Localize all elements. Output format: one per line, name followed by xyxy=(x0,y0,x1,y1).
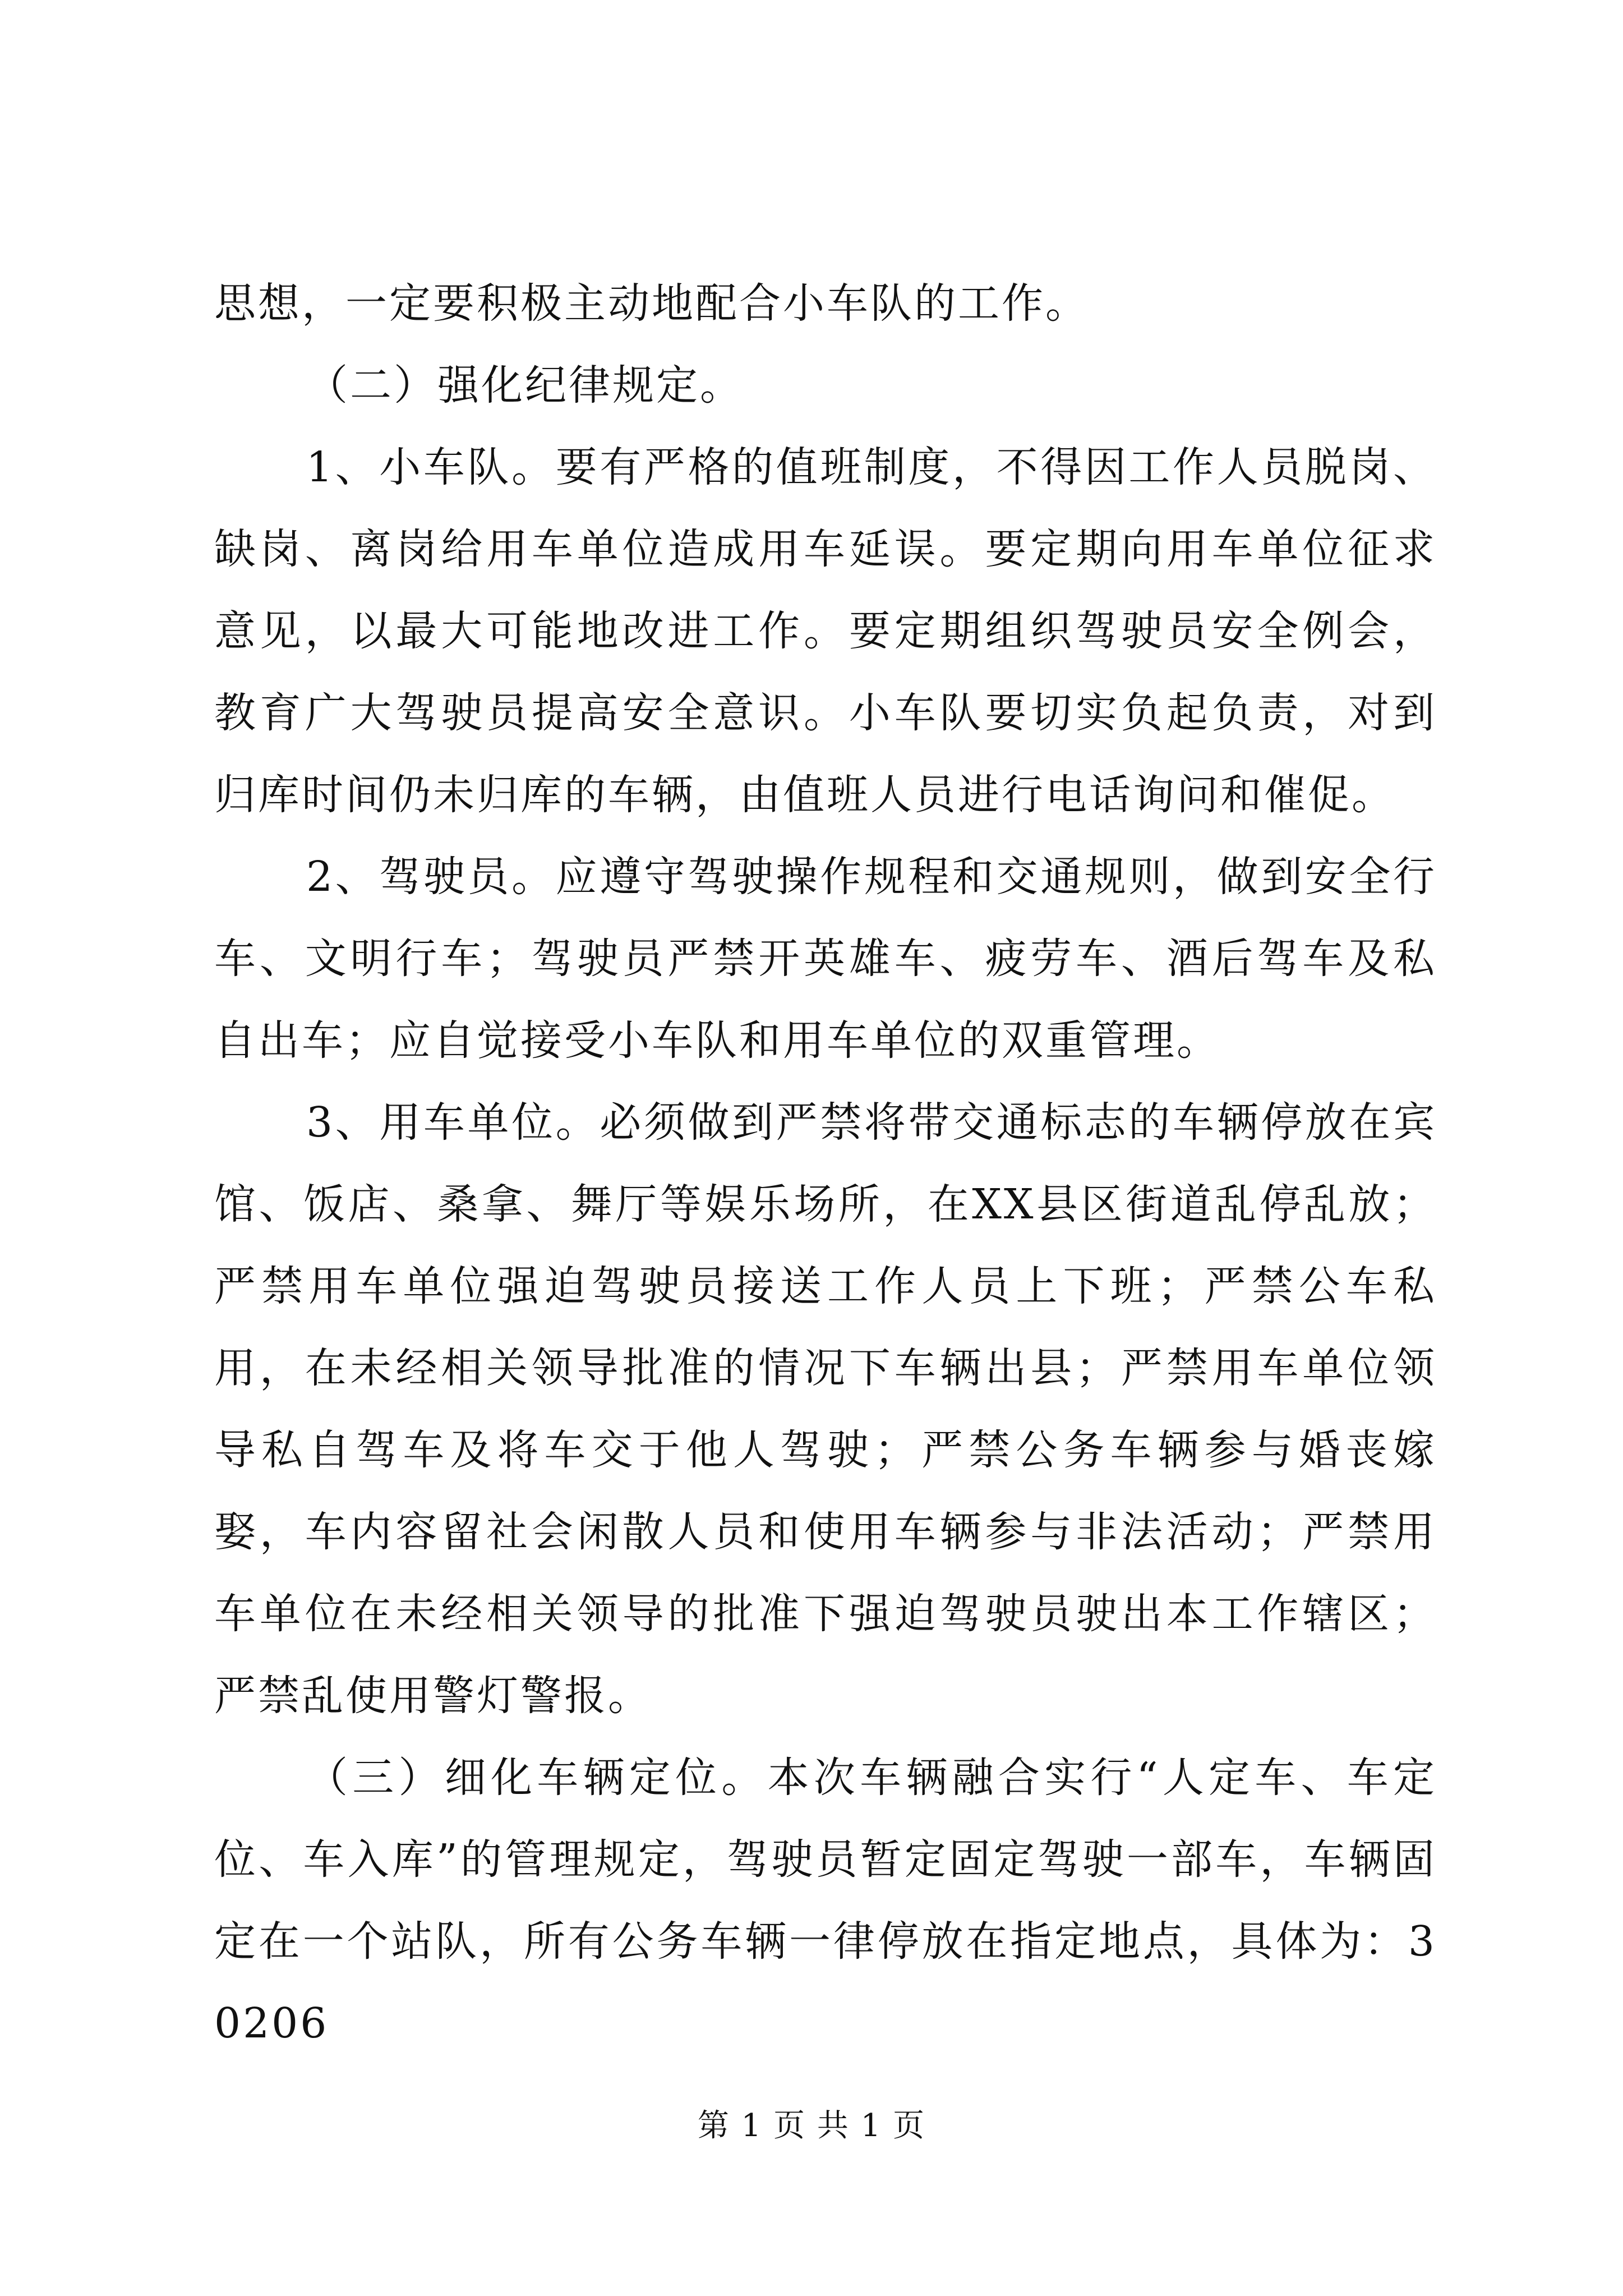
section-heading-vehicle-positioning: （三）细化车辆定位。本次车辆融合实行“人定车、车定位、车入库”的管理规定，驾驶员暂定固定驾驶一部车，车辆固定在一个站队，所有公务车辆一律停放在指定地点，具体为：30206 xyxy=(214,1754,1437,2047)
document-body xyxy=(214,263,1437,2064)
paragraph-continuation: 思想，一定要积极主动地配合小车队的工作。 xyxy=(214,279,1089,328)
page-number-footer: 第 1 页 共 1 页 xyxy=(697,2108,926,2144)
paragraph-driver: 2、驾驶员。应遵守驾驶操作规程和交通规则，做到安全行车、文明行车；驾驶员严禁开英雄车、疲劳车、酒后驾车及私自出车；应自觉接受小车队和用车单位的双重管理。 xyxy=(214,853,1437,1065)
paragraph-motorcade: 1、小车队。要有严格的值班制度，不得因工作人员脱岗、缺岗、离岗给用车单位造成用车延误。要定期向用车单位征求意见，以最大可能地改进工作。要定期组织驾驶员安全例会，教育广大驾驶员提高安全意识。小车队要切实负起负责，对到归库时间仍未归库的车辆，由值班人员进行电话询问和催促。 xyxy=(214,443,1437,819)
paragraph-vehicle-unit: 3、用车单位。必须做到严禁将带交通标志的车辆停放在宾馆、饭店、桑拿、舞厅等娱乐场所，在XX县区街道乱停乱放；严禁用车单位强迫驾驶员接送工作人员上下班；严禁公车私用，在未经相关领导批准的情况下车辆出县；严禁用车单位领导私自驾车及将车交于他人驾驶；严禁公务车辆参与婚丧嫁娶，车内容留社会闲散人员和使用车辆参与非法活动；严禁用车单位在未经相关领导的批准下强迫驾驶员驶出本工作辖区；严禁乱使用警灯警报。 xyxy=(214,1098,1437,1720)
section-heading-discipline: （二）强化纪律规定。 xyxy=(306,361,744,409)
